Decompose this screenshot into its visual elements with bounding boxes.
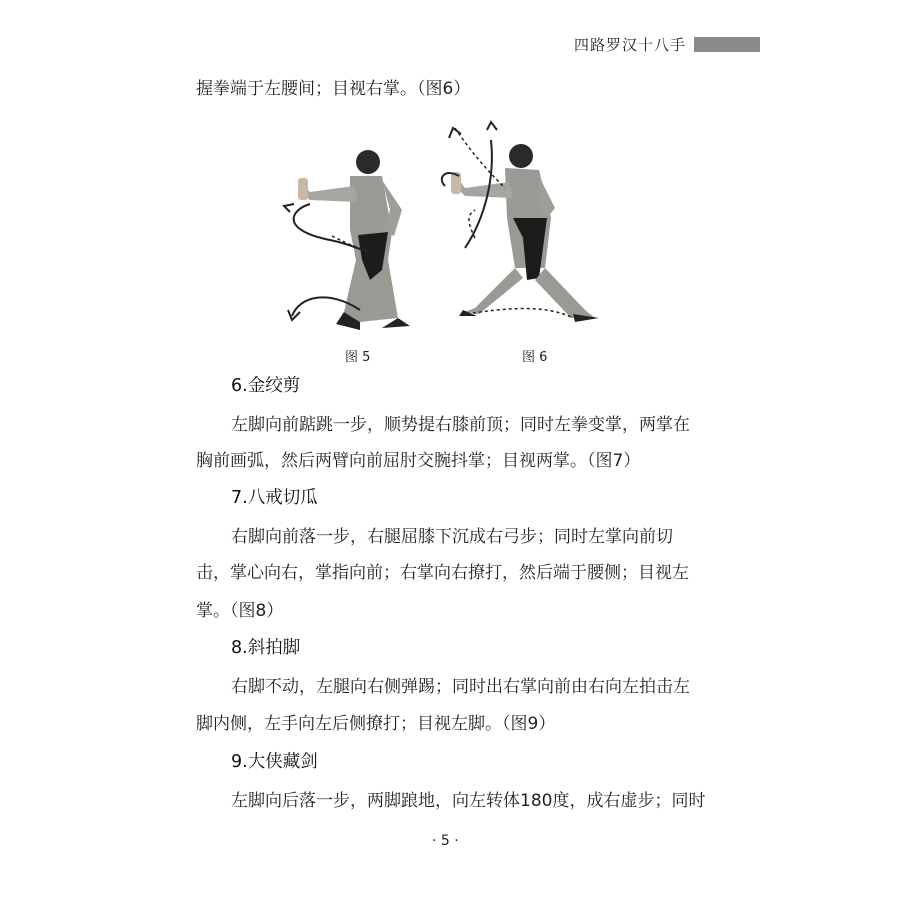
section-heading: 9.大侠藏剑: [231, 752, 318, 772]
body-line: 右脚不动，左腿向右侧弹踢；同时出右掌向前由右向左拍击左: [231, 677, 690, 697]
section-heading: 8.斜拍脚: [231, 638, 301, 658]
fig6-right-leg: [535, 268, 595, 318]
intro-line: 握拳端于左腰间；目视右掌。（图6）: [196, 79, 471, 99]
fig6-left-leg: [465, 268, 523, 314]
body-line: 左脚向后落一步，两脚踉地，向左转体180度，成右虚步；同时: [231, 791, 706, 811]
figure-6-caption: 图 6: [522, 350, 548, 365]
fig5-palm: [298, 178, 308, 200]
fig6-head: [509, 144, 533, 168]
fig5-foot-right: [382, 318, 410, 328]
header-bar: [694, 37, 760, 52]
body-line: 脚内侧，左手向左后侧撩打；目视左脚。（图9）: [196, 714, 556, 734]
body-line: 右脚向前落一步，右腿屈膝下沉成右弓步；同时左掌向前切: [231, 527, 673, 547]
fig6-arrow-2: [455, 128, 505, 188]
header-title: 四路罗汉十八手: [573, 36, 686, 54]
figure-5-image: [270, 140, 440, 340]
body-line: 掌。（图8）: [196, 601, 284, 621]
fig6-arrowhead-2: [449, 128, 461, 138]
fig6-left-arm: [453, 180, 513, 198]
section-heading: 6.金绞剪: [231, 376, 301, 396]
fig6-arrowhead-1: [487, 122, 497, 130]
body-line: 胸前画弧，然后两臂向前屈肘交腕抖掌；目视两掌。（图7）: [196, 451, 641, 471]
fig5-head: [356, 150, 380, 174]
page-number: · 5 ·: [432, 833, 459, 849]
fig5-arrowhead-1: [284, 204, 294, 212]
running-header: [574, 34, 760, 55]
section-heading: 7.八戒切瓜: [231, 488, 318, 508]
figure-6-image: [435, 118, 610, 340]
body-line: 左脚向前踮跳一步，顺势提右膝前顶；同时左拳变掌，两掌在: [231, 415, 690, 435]
body-line: 击，掌心向右，掌指向前；右掌向右撩打，然后端于腰侧；目视左: [196, 563, 689, 583]
figure-5-caption: 图 5: [345, 350, 371, 365]
